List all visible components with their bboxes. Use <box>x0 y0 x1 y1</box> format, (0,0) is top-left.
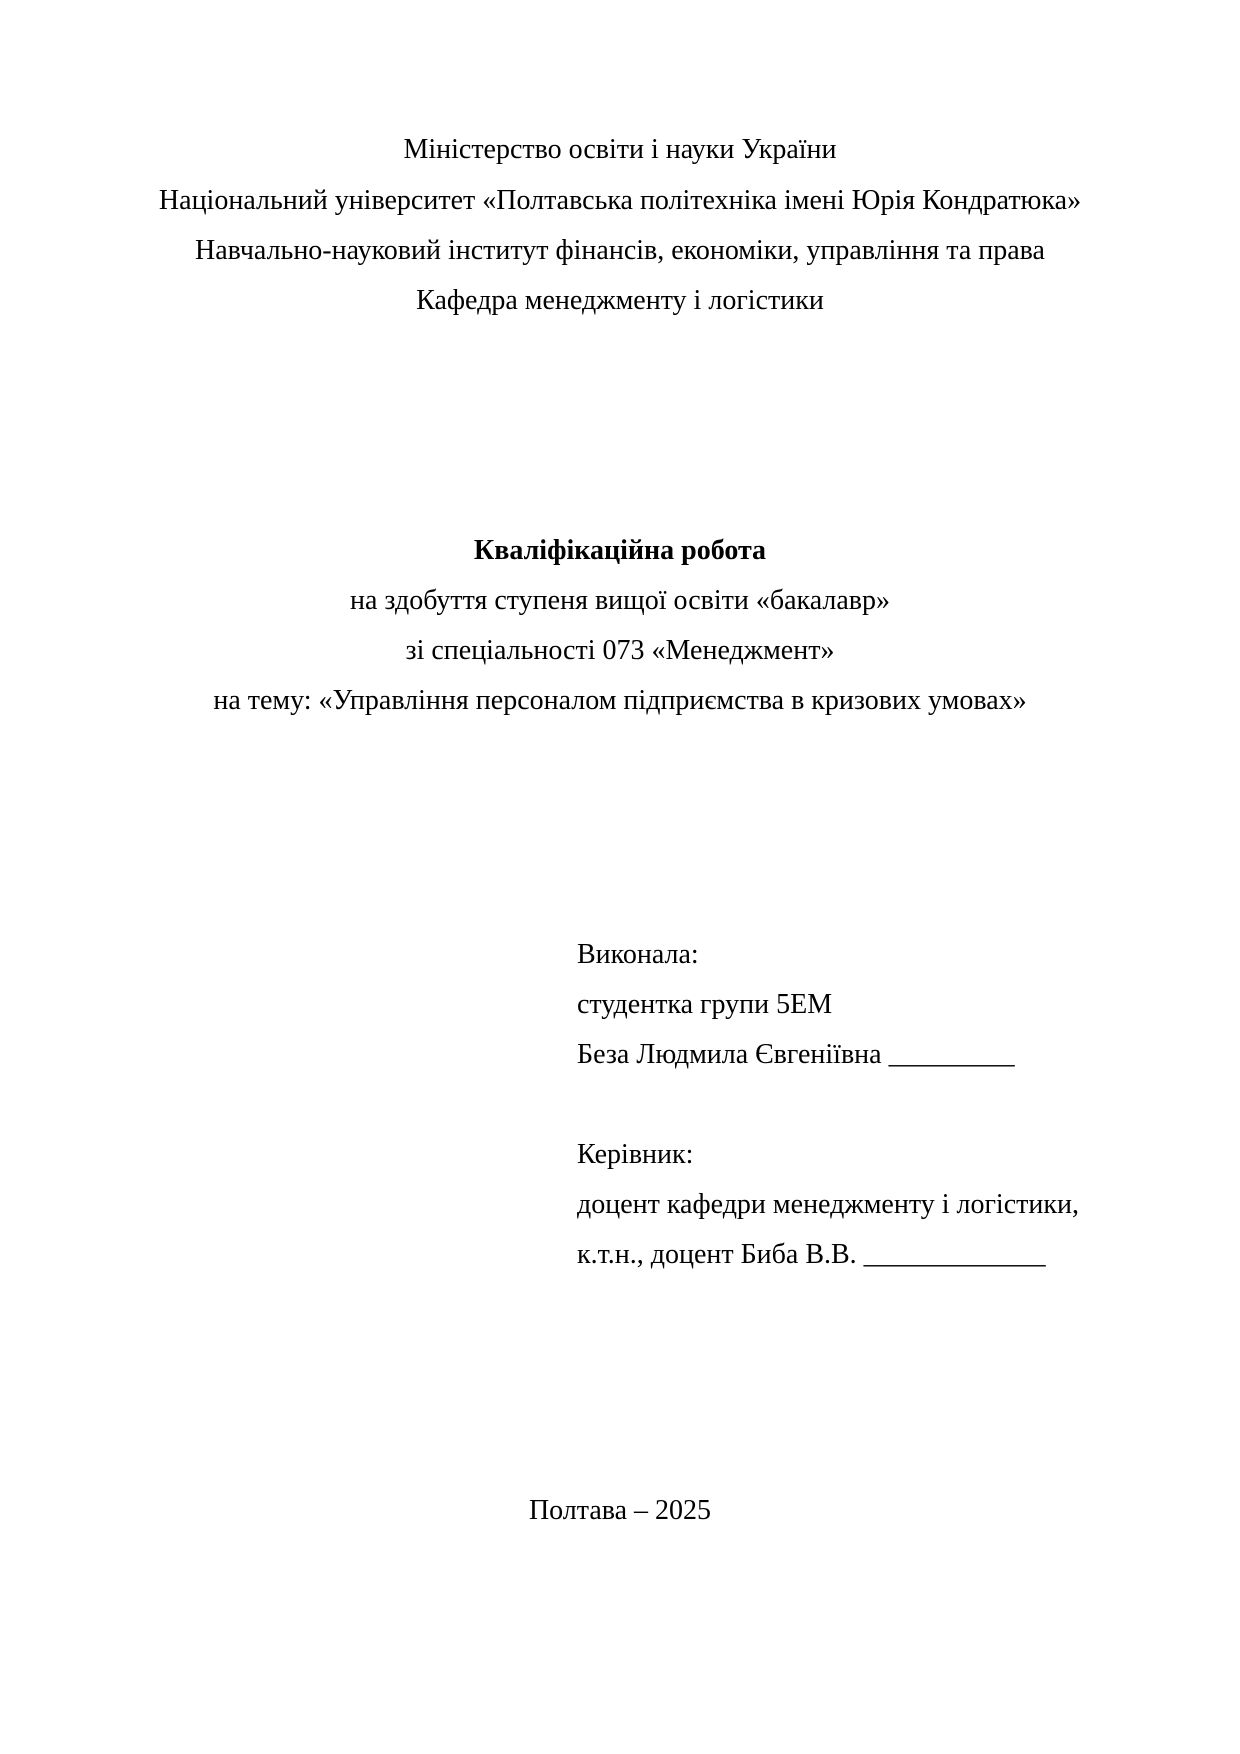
author-group: студентка групи 5ЕМ <box>577 989 833 1020</box>
degree-line: на здобуття ступеня вищої освіти «бакалавр» <box>350 585 890 616</box>
university-line: Національний університет «Полтавська політехніка імені Юрія Кондратюка» <box>158 185 1082 216</box>
department-line: Кафедра менеджменту і логістики <box>416 285 824 316</box>
ministry-line: Міністерство освіти і науки України <box>403 134 837 165</box>
document-title: Кваліфікаційна робота <box>473 535 767 566</box>
specialty-line: зі спеціальності 073 «Менеджмент» <box>405 635 835 666</box>
author-name: Беза Людмила Євгеніївна _________ <box>577 1039 1015 1070</box>
supervisor-position: доцент кафедри менеджменту і логістики, <box>577 1189 1079 1220</box>
supervisor-label: Керівник: <box>577 1139 694 1170</box>
city-year: Полтава – 2025 <box>528 1495 712 1526</box>
institute-line: Навчально-науковий інститут фінансів, економіки, управління та права <box>195 235 1045 266</box>
topic-line: на тему: «Управління персоналом підприємства в кризових умовах» <box>213 685 1027 716</box>
supervisor-name: к.т.н., доцент Биба В.В. _____________ <box>577 1239 1046 1270</box>
author-label: Виконала: <box>577 939 699 970</box>
